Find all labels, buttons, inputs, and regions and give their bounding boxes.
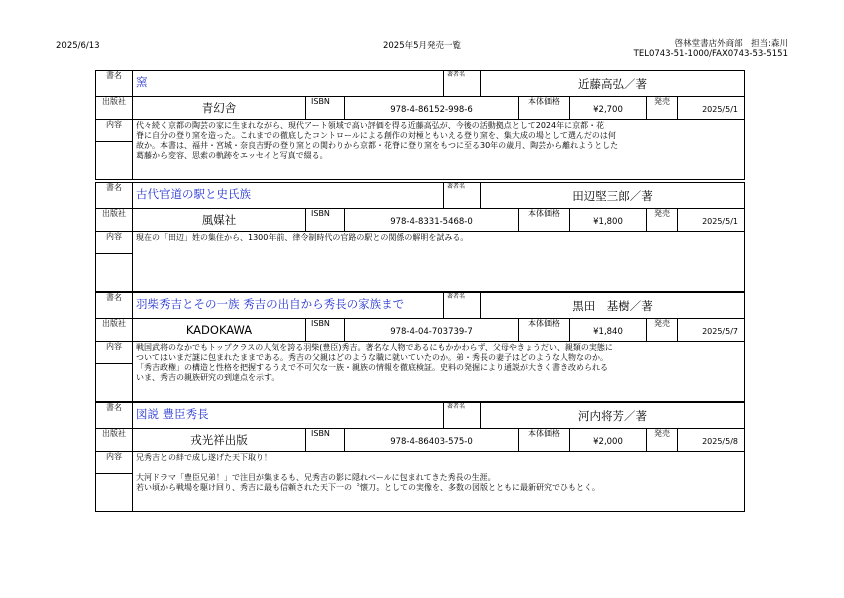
author-label: 著者名 bbox=[443, 402, 481, 429]
content-line bbox=[136, 463, 742, 473]
release-label: 発売 bbox=[646, 428, 678, 452]
isbn-label: ISBN bbox=[305, 318, 345, 342]
book-isbn: 978-4-86403-575-0 bbox=[344, 428, 519, 452]
content-label: 内容 bbox=[95, 231, 133, 254]
author-label: 著者名 bbox=[443, 182, 481, 209]
shop-phone-fax: TEL0743-51-1000/FAX0743-53-5151 bbox=[633, 49, 788, 59]
book-author: 田辺堅三郎／著 bbox=[480, 182, 745, 209]
content-line: 故か。本書は、福井・宮城・奈良吉野の登り窯との関わりから京都・花脊に登り窯をもつに至る30年の歳月、陶芸から離れようとした bbox=[136, 141, 619, 150]
shop-contact bbox=[634, 39, 788, 59]
book-title: 古代官道の駅と史氏族 bbox=[132, 182, 444, 209]
book-isbn: 978-4-8331-5468-0 bbox=[344, 208, 519, 232]
author-label: 著者名 bbox=[443, 70, 481, 97]
book-card bbox=[95, 182, 745, 292]
content-line: 葛藤から変容、思索の軌跡をエッセイと写真で綴る。 bbox=[136, 151, 328, 160]
book-release-date: 2025/5/1 bbox=[677, 208, 745, 232]
content-label: 内容 bbox=[95, 451, 133, 474]
title-label: 書名 bbox=[95, 70, 133, 97]
price-label: 本体価格 bbox=[518, 96, 570, 120]
release-label: 発売 bbox=[646, 318, 678, 342]
publisher-label: 出版社 bbox=[95, 318, 133, 342]
content-label-spacer bbox=[95, 253, 133, 292]
print-date: 2025/6/13 bbox=[56, 41, 100, 51]
content-line: 若い頃から戦場を駆け回り、秀吉に最も信頼された天下一の〝懐刀〟としての実像を、多数の図版とともに最新研究でひもとく。 bbox=[136, 483, 600, 492]
content-line: 戦国武将のなかでもトップクラスの人気を誇る羽柴(豊臣)秀吉。著名な人物であるにもかかわらず、父母やきょうだい、親類の実態に bbox=[136, 343, 613, 352]
book-publisher: 風媒社 bbox=[132, 208, 306, 232]
price-label: 本体価格 bbox=[518, 428, 570, 452]
shop-name: 啓林堂書店外商部 担当:森川 bbox=[674, 39, 788, 49]
release-label: 発売 bbox=[646, 208, 678, 232]
book-price: ¥1,840 bbox=[569, 318, 647, 342]
release-label: 発売 bbox=[646, 96, 678, 120]
book-release-date: 2025/5/7 bbox=[677, 318, 745, 342]
title-label: 書名 bbox=[95, 402, 133, 429]
book-description bbox=[132, 231, 745, 292]
book-card bbox=[95, 402, 745, 512]
content-line: 「秀吉政権」の構造と性格を把握するうえで不可欠な一族・親族の情報を徹底検証。史料の発掘により通説が大きく書き改められる bbox=[136, 363, 608, 372]
content-label-spacer bbox=[95, 141, 133, 180]
content-line: 代々続く京都の陶芸の家に生まれながら、現代アート領域で高い評価を得る近藤高弘が、今後の活動拠点として2024年に京都・花 bbox=[136, 121, 605, 130]
book-title: 窯 bbox=[132, 70, 444, 97]
book-isbn: 978-4-04-703739-7 bbox=[344, 318, 519, 342]
title-label: 書名 bbox=[95, 292, 133, 319]
book-card bbox=[95, 292, 745, 402]
title-label: 書名 bbox=[95, 182, 133, 209]
book-price: ¥2,700 bbox=[569, 96, 647, 120]
book-title: 羽柴秀吉とその一族 秀吉の出自から秀長の家族まで bbox=[132, 292, 444, 319]
book-publisher: 戎光祥出版 bbox=[132, 428, 306, 452]
book-author: 近藤高弘／著 bbox=[480, 70, 745, 97]
isbn-label: ISBN bbox=[305, 428, 345, 452]
book-publisher: 青幻舎 bbox=[132, 96, 306, 120]
content-line: 兄秀吉との絆で成し遂げた天下取り！ bbox=[136, 453, 272, 462]
author-label: 著者名 bbox=[443, 292, 481, 319]
content-label: 内容 bbox=[95, 341, 133, 364]
isbn-label: ISBN bbox=[305, 208, 345, 232]
price-label: 本体価格 bbox=[518, 208, 570, 232]
book-card bbox=[95, 70, 745, 180]
book-isbn: 978-4-86152-998-6 bbox=[344, 96, 519, 120]
content-label-spacer bbox=[95, 473, 133, 512]
book-release-date: 2025/5/8 bbox=[677, 428, 745, 452]
content-line: 脊に自分の登り窯を造った。これまでの徹底したコントロールによる創作の対極ともいえる登り窯を、集大成の場として選んだのは何 bbox=[136, 131, 616, 140]
book-description bbox=[132, 341, 745, 402]
publisher-label: 出版社 bbox=[95, 428, 133, 452]
book-price: ¥2,000 bbox=[569, 428, 647, 452]
publisher-label: 出版社 bbox=[95, 96, 133, 120]
book-publisher: KADOKAWA bbox=[132, 318, 306, 342]
content-line: ついてはいまだ謎に包まれたままである。秀吉の父親はどのような職に就いていたのか。弟・秀長の妻子はどのような人物なのか。 bbox=[136, 353, 608, 362]
content-label: 内容 bbox=[95, 119, 133, 142]
content-label-spacer bbox=[95, 363, 133, 402]
isbn-label: ISBN bbox=[305, 96, 345, 120]
publisher-label: 出版社 bbox=[95, 208, 133, 232]
content-line: 大河ドラマ「豊臣兄弟！」で注目が集まるも、兄秀吉の影に隠れベールに包まれてきた秀長の生涯。 bbox=[136, 473, 496, 482]
book-title: 図説 豊臣秀長 bbox=[132, 402, 444, 429]
book-price: ¥1,800 bbox=[569, 208, 647, 232]
book-description bbox=[132, 451, 745, 512]
book-description bbox=[132, 119, 745, 180]
page-title: 2025年5月発売一覧 bbox=[382, 41, 462, 51]
book-release-date: 2025/5/1 bbox=[677, 96, 745, 120]
book-author: 黒田 基樹／著 bbox=[480, 292, 745, 319]
book-author: 河内将芳／著 bbox=[480, 402, 745, 429]
price-label: 本体価格 bbox=[518, 318, 570, 342]
content-line: 現在の「田辺」姓の集住から、1300年前、律令制時代の官路の駅との関係の解明を試みる。 bbox=[136, 233, 469, 242]
content-line: いま、秀吉の親族研究の到達点を示す。 bbox=[136, 373, 280, 382]
